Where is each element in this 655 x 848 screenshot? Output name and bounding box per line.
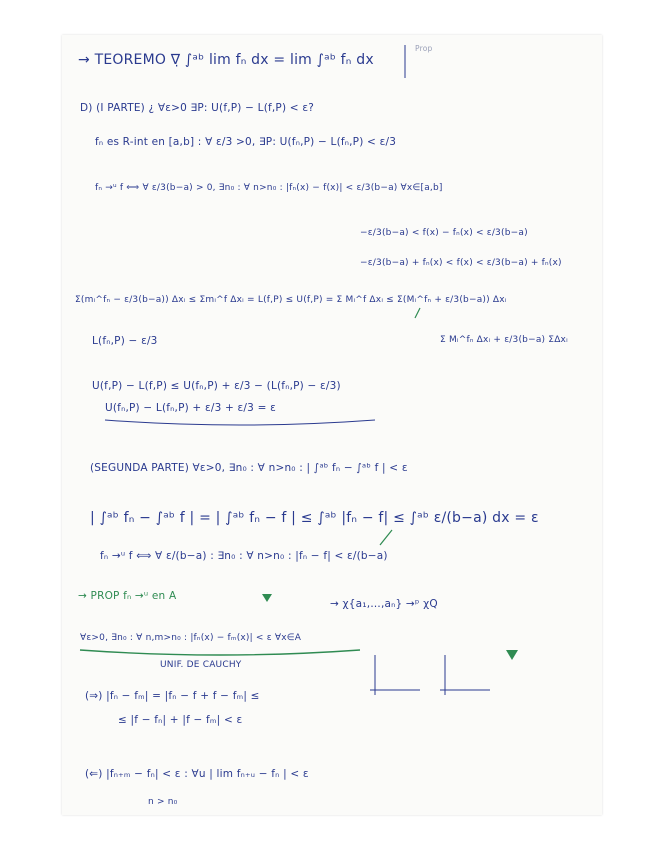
underbrace	[105, 420, 375, 425]
lower-sum-bound: L(fₙ,P) − ε/3	[92, 335, 158, 347]
green-mark	[262, 594, 272, 602]
theorem-statement: → TEOREMO ∇̣ ∫ᵃᵇ lim fₙ dx = lim ∫ᵃᵇ fₙ dx	[78, 52, 374, 68]
cauchy-condition: ∀ε>0, ∃n₀ : ∀ n,m>n₀ : |fₙ(x) − fₘ(x)| < ε ∀x∈A	[80, 633, 302, 643]
green-arrow	[415, 308, 420, 318]
uniform-bound-line: fₙ →ᵘ f ⟺ ∀ ε/(b−a) : ∃n₀ : ∀ n>n₀ : |fₙ − f| < ε/(b−a)	[100, 550, 388, 562]
characteristic-example: → χ{a₁,…,aₙ} →ᵖ χQ	[330, 598, 438, 610]
cauchy-underline	[80, 650, 360, 655]
riemann-sum-chain: Σ(mᵢ^fₙ − ε/3(b−a)) Δxᵢ ≤ Σmᵢ^f Δxᵢ = L(f,P) ≤ U(f,P) = Σ Mᵢ^f Δxᵢ ≤ Σ(Mᵢ^fₙ + ε/3(b−a)) Δxᵢ	[75, 295, 507, 305]
green-mark-2	[506, 650, 518, 660]
upper-sum-bound: Σ Mᵢ^fₙ Δxᵢ + ε/3(b−a) ΣΔxᵢ	[440, 335, 568, 345]
uniform-convergence-line: fₙ →ᵘ f ⟺ ∀ ε/3(b−a) > 0, ∃n₀ : ∀ n>n₀ : |fₙ(x) − f(x)| < ε/3(b−a) ∀x∈[a,b]	[95, 183, 443, 193]
inequality-2: −ε/3(b−a) + fₙ(x) < f(x) < ε/3(b−a) + fₙ(x)	[360, 258, 562, 268]
forward-proof: (⇒) |fₙ − fₘ| = |fₙ − f + f − fₘ| ≤	[85, 690, 260, 702]
cauchy-label: UNIF. DE CAUCHY	[160, 660, 242, 670]
epsilon-conclusion: U(fₙ,P) − L(fₙ,P) + ε/3 + ε/3 = ε	[105, 402, 276, 414]
part-one-header: D) (I PARTE) ¿ ∀ε>0 ∃P: U(f,P) − L(f,P) < ε?	[80, 102, 314, 114]
proposition-line: → PROP fₙ →ᵘ en A	[78, 590, 177, 602]
integral-estimate: | ∫ᵃᵇ fₙ − ∫ᵃᵇ f | = | ∫ᵃᵇ fₙ − f | ≤ ∫ᵃᵇ |fₙ − f| ≤ ∫ᵃᵇ ε/(b−a) dx = ε	[90, 510, 539, 526]
side-note: Prop	[415, 44, 433, 53]
part-two-header: (SEGUNDA PARTE) ∀ε>0, ∃n₀ : ∀ n>n₀ : | ∫ᵃᵇ fₙ − ∫ᵃᵇ f | < ε	[90, 462, 408, 474]
difference-line: U(f,P) − L(f,P) ≤ U(fₙ,P) + ε/3 − (L(fₙ,P) − ε/3)	[92, 380, 341, 392]
forward-proof-2: ≤ |f − fₙ| + |f − fₘ| < ε	[118, 714, 243, 726]
backward-proof: (⇐) |fₙ₊ₘ − fₙ| < ε : ∀u | lim fₙ₊ᵤ − fₙ | < ε	[85, 768, 309, 780]
inequality-1: −ε/3(b−a) < f(x) − fₙ(x) < ε/3(b−a)	[360, 228, 528, 238]
green-arrow-2	[380, 530, 392, 545]
r-int-line: fₙ es R-int en [a,b] : ∀ ε/3 >0, ∃P: U(fₙ,P) − L(fₙ,P) < ε/3	[95, 136, 397, 148]
n-condition: n > n₀	[148, 797, 178, 807]
